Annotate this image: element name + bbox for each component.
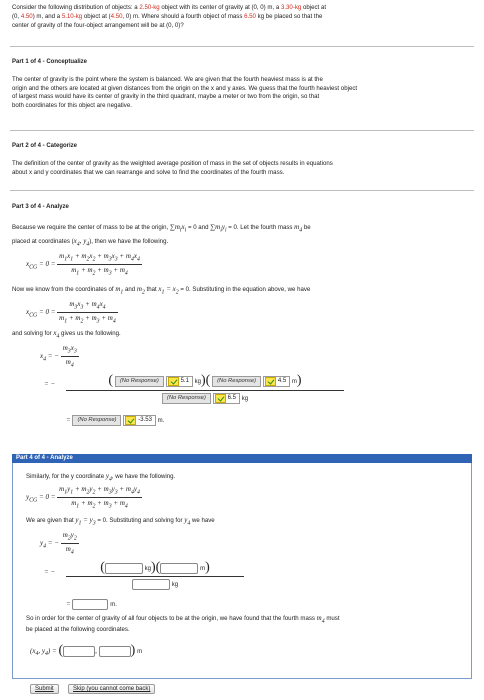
answer-m4-denominator-field[interactable] [132,579,170,590]
correct-check-icon [265,377,276,386]
answer-final-x-field[interactable] [63,646,95,657]
part3-section [12,203,474,212]
no-response-box[interactable]: (No Response) [72,415,121,426]
problem-statement: Consider the following distribution of objects: a 2.50-kg object with its center of gravity at (0, 0) m, a 3.30-kg object at (0, 4.50) m, and a 5.10-kg object at (4.50, 0) m. Where should a fourth object of mass 6.50 kg be placed so that the center of gravity of the four-object arrangement will be at (0, 0)? [12,4,327,29]
answer-m2-field[interactable] [105,563,143,574]
equation-final-coordinates: ($x_4$, $y_4$) = ( , ) m [30,643,143,658]
answer-m3-field[interactable]: 5.1 [166,376,193,387]
equation-y4: $y_4$ = − $\frac{m_2y_2}{m_4}$ [40,531,77,556]
equation-ycg: $y_{CG} = 0$ = $\frac{m_1y_1 + m_2y_2 + m_3y_3 + m_4y_4}{m_1 + m_2 + m_3 + m_4}$ [26,485,140,510]
divider [10,46,474,47]
part3-header: Part 3 of 4 - Analyze [12,204,69,210]
part4-header: Part 4 of 4 - Analyze [12,454,472,463]
skip-button[interactable]: Skip (you cannot come back) [68,684,155,694]
equation-x4-result: = (No Response) -3.53 m. [66,416,165,425]
equation-xcg-reduced: $x_{CG} = 0$ = $\frac{m_3x_3 + m_4x_4}{m_1 + m_2 + m_3 + m_4}$ [26,300,116,325]
correct-check-icon [125,416,136,425]
no-response-box[interactable]: (No Response) [162,393,211,404]
part3-line3: Now we know from the coordinates of $m_1$ and $m_2$ that $x_1 = x_2 = 0$. Substituting in the equation above, we have [12,285,311,296]
equation-x4: $x_4$ = − $\frac{m_3x_3}{m_4}$ [40,344,77,369]
part2-section [12,142,474,177]
no-response-box[interactable]: (No Response) [212,376,261,387]
part2-text: The definition of the center of gravity as the weighted average position of mass in the set of objects results in equations about x and y coordinates that we can rearrange and solve to find the coordinates of the fourth mass. [12,159,333,176]
part1-header: Part 1 of 4 - Conceptualize [12,59,88,65]
no-response-box[interactable]: (No Response) [115,376,164,387]
part4-line2: We are given that $y_1 = y_3 = 0$. Substituting and solving for $y_4$ we have [26,516,215,527]
part1-section [12,58,474,111]
part1-text: The center of gravity is the point where the system is balanced. We are given that the fourth heaviest mass is at the origin and the others are located at given distances from the origin on the x and y axes. We guess that the fourth heaviest object of largest mass would have its center of gravity in the third quadrant, maybe a meter or two from the origin, so that both coordinates for this object are negative. [12,75,358,110]
part4-line3: So in order for the center of gravity of all four objects to be at the origin, we have found that the fourth mass $m_4$ must be placed at the following coordinates. [26,614,340,633]
part3-line4: and solving for $x_4$ gives us the following. [12,329,121,340]
page: Consider the following distribution of objects: a 2.50-kg object with its center of gravity at (0, 0) m, a 3.30-kg object at (0, 4.50) m, and a 5.10-kg object at (4.50, 0) m. Where should a fourth object of mass 6.50 kg be placed so that the center of gravity of the four-object arrangement will be at (0, 0)? Part 1 of 4 - Conceptualize The center of gravity is the point where the system is balanced. We are given that the fourth heaviest mass is at the origin and the others are located at given distances from the origin on the x and y axes. We guess that the fourth heaviest object of largest mass would have its center of gravity in the third quadrant, maybe a meter or two from the origin, so that both coordinates for this object are negative. Part 2 of 4 - Categorize The definition of the center of gravity as the weighted average position of mass in the set of objects results in equations about x and y coordinates that we can rearrange and solve to find the coordinates of the fourth mass. Part 3 of 4 - Analyze Because we require the center of mass to be at the origin, $\sum m_ix_i = 0$ and $\sum m_iy_i = 0$. Let the fourth mass $m_4$ be placed at coordinates ($x_4$, $y_4$), then we have the following. $x_{CG} = 0$ = $\frac{m_1x_1 + m_2x_2 + m_3x_3 + m_4x_4}{m_1 + m_2 + m_3 + m_4}$ Now we know from the coordinates of $m_1$ and $m_2$ that $x_1 = x_2 = 0$. Substituting in the equation above, we have $x_{CG} = 0$ = $\frac{m_3x_3 + m_4x_4}{m_1 + m_2 + m_3 + m_4}$ and solving for $x_4$ gives us the following. $x_4$ = − $\frac{m_3x_3}{m_4}$ = − ( (No Response) 5.1 kg)( (No Response) 4.5 m) (No Response) 6.5 kg = (No Response) -3.53 m. Part 4 of 4 - Analyze Similarly, for the y coordinate $y_4$, we have the following. $y_{CG} = 0$ = $\frac{m_1y_1 + m_2y_2 + m_3y_3 + m_4y_4}{m_1 + m_2 + m_3 + m_4}$ We are given that $y_1 = y_3 = 0$. Substituting and solving for $y_4$ we have $y_4$ = − $\frac{m_2y_2}{m_4}$ = − ( kg)( m) kg = m. So in order for the center of gravity of all four objects to be at the origin, we have found that the fourth mass $m_4$ must be placed at the following coordinates. ($x_4$, $y_4$) = ( , ) m Submit Skip (you cannot come back) [0,0,484,700]
equation-y4-result: = m. [66,600,117,609]
answer-x4-field[interactable]: -3.53 [123,415,156,426]
submit-button[interactable]: Submit [30,684,59,694]
divider [10,190,474,191]
divider [10,130,474,131]
answer-x3-field[interactable]: 4.5 [263,376,290,387]
answer-y2-field[interactable] [160,563,198,574]
correct-check-icon [168,377,179,386]
equation-xcg: $x_{CG} = 0$ = $\frac{m_1x_1 + m_2x_2 + m_3x_3 + m_4x_4}{m_1 + m_2 + m_3 + m_4}$ [26,252,140,277]
part2-header: Part 2 of 4 - Categorize [12,143,78,149]
correct-check-icon [215,394,226,403]
part4-line1: Similarly, for the y coordinate $y_4$, we have the following. [26,472,176,483]
part3-line1: Because we require the center of mass to be at the origin, $\sum m_ix_i = 0$ and $\sum m_iy_i = 0$. Let the fourth mass $m_4$ be [12,223,311,234]
answer-final-y-field[interactable] [99,646,131,657]
answer-m4-field[interactable]: 6.5 [213,393,240,404]
part3-line2: placed at coordinates ($x_4$, $y_4$), then we have the following. [12,237,169,248]
answer-y4-field[interactable] [72,599,108,610]
